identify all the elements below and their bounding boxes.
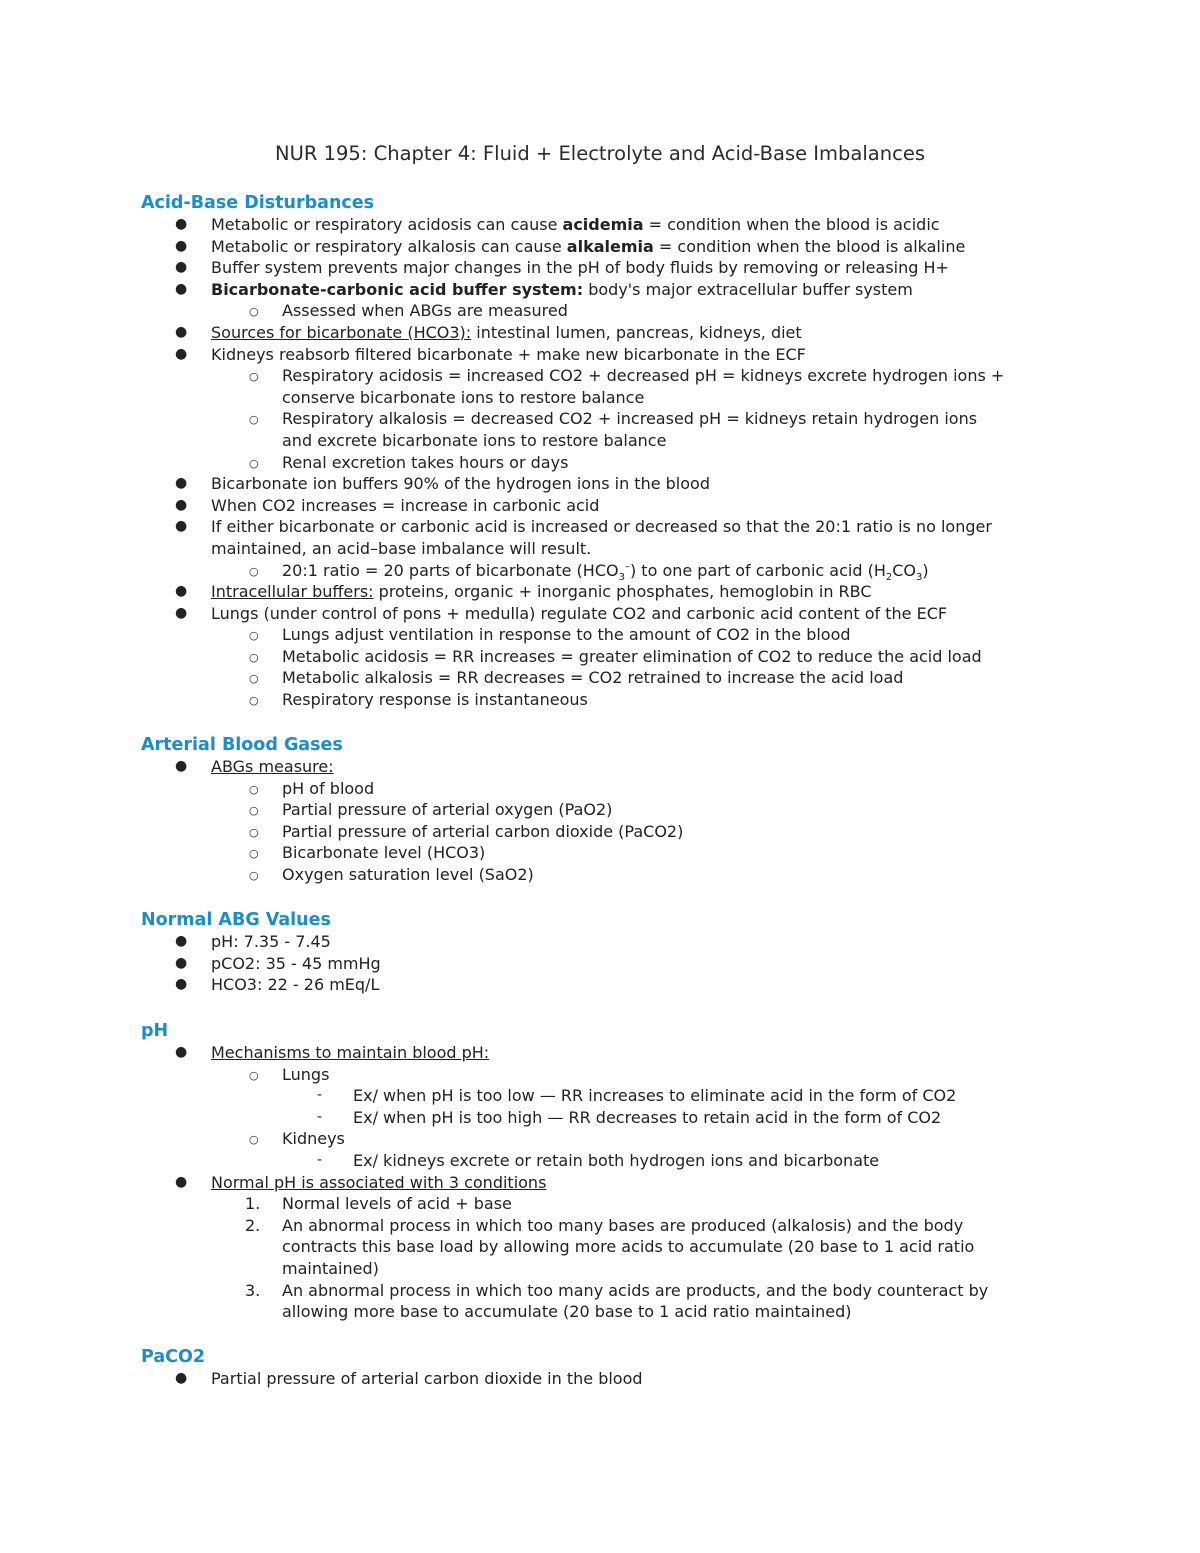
- hollow-bullet-icon: ○: [249, 564, 259, 578]
- bullet-icon: ●: [175, 216, 188, 232]
- list-item: ● Lungs (under control of pons + medulla) regulate CO2 and carbonic acid content of the ECF: [175, 603, 948, 623]
- dash-icon: -: [317, 1087, 323, 1104]
- dash-icon: -: [317, 1151, 323, 1168]
- hollow-bullet-icon: ○: [249, 456, 259, 470]
- sub-list-item: ○ Lungs: [141, 1064, 1081, 1086]
- list-item: ● Mechanisms to maintain blood pH:: [175, 1043, 490, 1062]
- sub-list-item: ○ Renal excretion takes hours or days: [141, 452, 1081, 474]
- hollow-bullet-icon: ○: [249, 413, 259, 427]
- section-heading: Normal ABG Values: [141, 910, 331, 930]
- list-item: ● pH: 7.35 - 7.45: [175, 932, 331, 951]
- bullet-icon: ●: [175, 933, 188, 949]
- list-item: ● Buffer system prevents major changes in the pH of body fluids by removing or releasing H+: [175, 258, 949, 278]
- numbered-item: 2. An abnormal process in which too many bases are produced (alkalosis) and the body: [245, 1215, 964, 1235]
- list-item: ● HCO3: 22 - 26 mEq/L: [175, 975, 380, 995]
- bullet-icon: ●: [175, 237, 188, 254]
- sub-list-item: ○ Metabolic alkalosis = RR decreases = CO2 retrained to increase the acid load: [141, 667, 1081, 689]
- dash-icon: -: [317, 1108, 323, 1125]
- dash-list-item: - Ex/ when pH is too high — RR decreases to retain acid in the form of CO2: [317, 1107, 942, 1127]
- bullet-list: [141, 756, 1081, 886]
- list-item: ● Metabolic or respiratory alkalosis can cause alkalemia = condition when the blood is alkaline: [175, 236, 966, 256]
- list-item: ● Intracellular buffers: proteins, organic + inorganic phosphates, hemoglobin in RBC: [175, 582, 872, 602]
- section-arterial-blood-gases: [141, 734, 1081, 886]
- sub-list-item-continuation: conserve bicarbonate ions to restore balance: [282, 387, 645, 407]
- bullet-icon: ●: [175, 1370, 188, 1386]
- list-item: ● Partial pressure of arterial carbon dioxide in the blood: [175, 1369, 643, 1388]
- list-item: ● When CO2 increases = increase in carbonic acid: [175, 495, 600, 515]
- sub-list-item: ○ Lungs adjust ventilation in response to the amount of CO2 in the blood: [141, 624, 1081, 646]
- sub-list-item: ○ pH of blood: [141, 778, 1081, 800]
- list-item: ● If either bicarbonate or carbonic acid is increased or decreased so that the 20:1 ratio is no longer: [175, 517, 992, 537]
- section-heading: pH: [141, 1021, 169, 1041]
- bullet-list: [141, 1042, 1081, 1323]
- dash-list-item: - Ex/ kidneys excrete or retain both hydrogen ions and bicarbonate: [317, 1150, 880, 1170]
- sub-list-item: ○ Respiratory alkalosis = decreased CO2 + increased pH = kidneys retain hydrogen ions: [141, 408, 1081, 430]
- hollow-bullet-icon: ○: [249, 629, 259, 643]
- hollow-bullet-icon: ○: [249, 847, 259, 861]
- bullet-icon: ●: [175, 345, 188, 362]
- numbered-item-continuation: allowing more base to accumulate (20 base to 1 acid ratio maintained): [282, 1302, 852, 1322]
- section-paco2: [141, 1346, 1081, 1390]
- sub-list-item: ○ Oxygen saturation level (SaO2): [141, 864, 1081, 886]
- document-title: NUR 195: Chapter 4: Fluid + Electrolyte and Acid-Base Imbalances: [275, 142, 925, 165]
- bullet-icon: ●: [175, 280, 188, 297]
- hollow-bullet-icon: ○: [249, 825, 259, 839]
- list-item: ● Kidneys reabsorb filtered bicarbonate + make new bicarbonate in the ECF: [175, 344, 806, 364]
- bullet-icon: ●: [175, 475, 188, 492]
- sub-list-item: ○ Respiratory acidosis = increased CO2 + decreased pH = kidneys excrete hydrogen ions +: [141, 365, 1081, 387]
- bullet-list: [141, 1368, 1081, 1390]
- hollow-bullet-icon: ○: [249, 782, 259, 796]
- hollow-bullet-icon: ○: [249, 672, 259, 686]
- list-item: ● pCO2: 35 - 45 mmHg: [175, 953, 381, 973]
- sub-list-item: ○ Partial pressure of arterial carbon dioxide (PaCO2): [141, 821, 1081, 843]
- hollow-bullet-icon: ○: [249, 650, 259, 664]
- hollow-bullet-icon: ○: [249, 370, 259, 384]
- hollow-bullet-icon: ○: [249, 1068, 259, 1082]
- bullet-icon: ●: [175, 954, 188, 971]
- numbered-item: 3. An abnormal process in which too many acids are products, and the body counteract by: [245, 1280, 989, 1300]
- hollow-bullet-icon: ○: [249, 804, 259, 818]
- list-item: ● Normal pH is associated with 3 conditions: [175, 1172, 547, 1192]
- list-item: ● Metabolic or respiratory acidosis can cause acidemia = condition when the blood is acidic: [175, 215, 940, 234]
- numbered-item-continuation: maintained): [282, 1258, 379, 1278]
- hollow-bullet-icon: ○: [249, 1133, 259, 1147]
- hollow-bullet-icon: ○: [249, 305, 259, 319]
- numbered-item: 1. Normal levels of acid + base: [245, 1194, 512, 1214]
- sub-list-item: ○ 20:1 ratio = 20 parts of bicarbonate $(HCO_3^-)$ to one part of carbonic acid $(H_2CO_3)$: [249, 560, 929, 583]
- list-item: ● Bicarbonate-carbonic acid buffer system: body's major extracellular buffer system: [175, 279, 913, 299]
- hollow-bullet-icon: ○: [249, 868, 259, 882]
- bullet-icon: ●: [175, 583, 188, 600]
- bullet-icon: ●: [175, 758, 188, 774]
- sub-list-item: ○ Assessed when ABGs are measured: [141, 300, 1081, 322]
- bullet-list: [141, 931, 1081, 996]
- sub-list-item: ○ Kidneys: [141, 1128, 1081, 1150]
- list-item: ● Bicarbonate ion buffers 90% of the hydrogen ions in the blood: [175, 474, 710, 494]
- bullet-icon: ●: [175, 259, 188, 276]
- bullet-icon: ●: [175, 604, 188, 621]
- bullet-list: [141, 214, 1081, 711]
- numbered-item-continuation: contracts this base load by allowing more acids to accumulate (20 base to 1 acid ratio: [282, 1237, 975, 1257]
- bullet-icon: ●: [175, 323, 188, 340]
- sub-list-item: ○ Partial pressure of arterial oxygen (PaO2): [141, 799, 1081, 821]
- sub-list-item-continuation: and excrete bicarbonate ions to restore balance: [282, 430, 667, 450]
- sub-list-item: ○ Metabolic acidosis = RR increases = greater elimination of CO2 to reduce the acid load: [141, 646, 1081, 668]
- dash-list-item: - Ex/ when pH is too low — RR increases to eliminate acid in the form of CO2: [317, 1086, 957, 1106]
- section-heading: Acid-Base Disturbances: [141, 193, 375, 213]
- list-item: ● ABGs measure:: [175, 757, 334, 776]
- section-normal-abg-values: [141, 909, 1081, 996]
- list-item-continuation: maintained, an acid–base imbalance will result.: [211, 538, 592, 558]
- section-heading: Arterial Blood Gases: [141, 735, 343, 755]
- bullet-icon: ●: [175, 1044, 188, 1060]
- sub-list-item: ○ Respiratory response is instantaneous: [141, 689, 1081, 711]
- hollow-bullet-icon: ○: [249, 694, 259, 708]
- bullet-icon: ●: [175, 518, 188, 535]
- bullet-icon: ●: [175, 496, 188, 513]
- sub-list-item: ○ Bicarbonate level (HCO3): [141, 842, 1081, 864]
- bullet-icon: ●: [175, 1173, 188, 1190]
- section-heading: PaCO2: [141, 1347, 206, 1367]
- section-acid-base: [141, 192, 1081, 711]
- bullet-icon: ●: [175, 976, 188, 993]
- section-ph: [141, 1020, 1081, 1323]
- list-item: ● Sources for bicarbonate (HCO3): intestinal lumen, pancreas, kidneys, diet: [175, 322, 802, 342]
